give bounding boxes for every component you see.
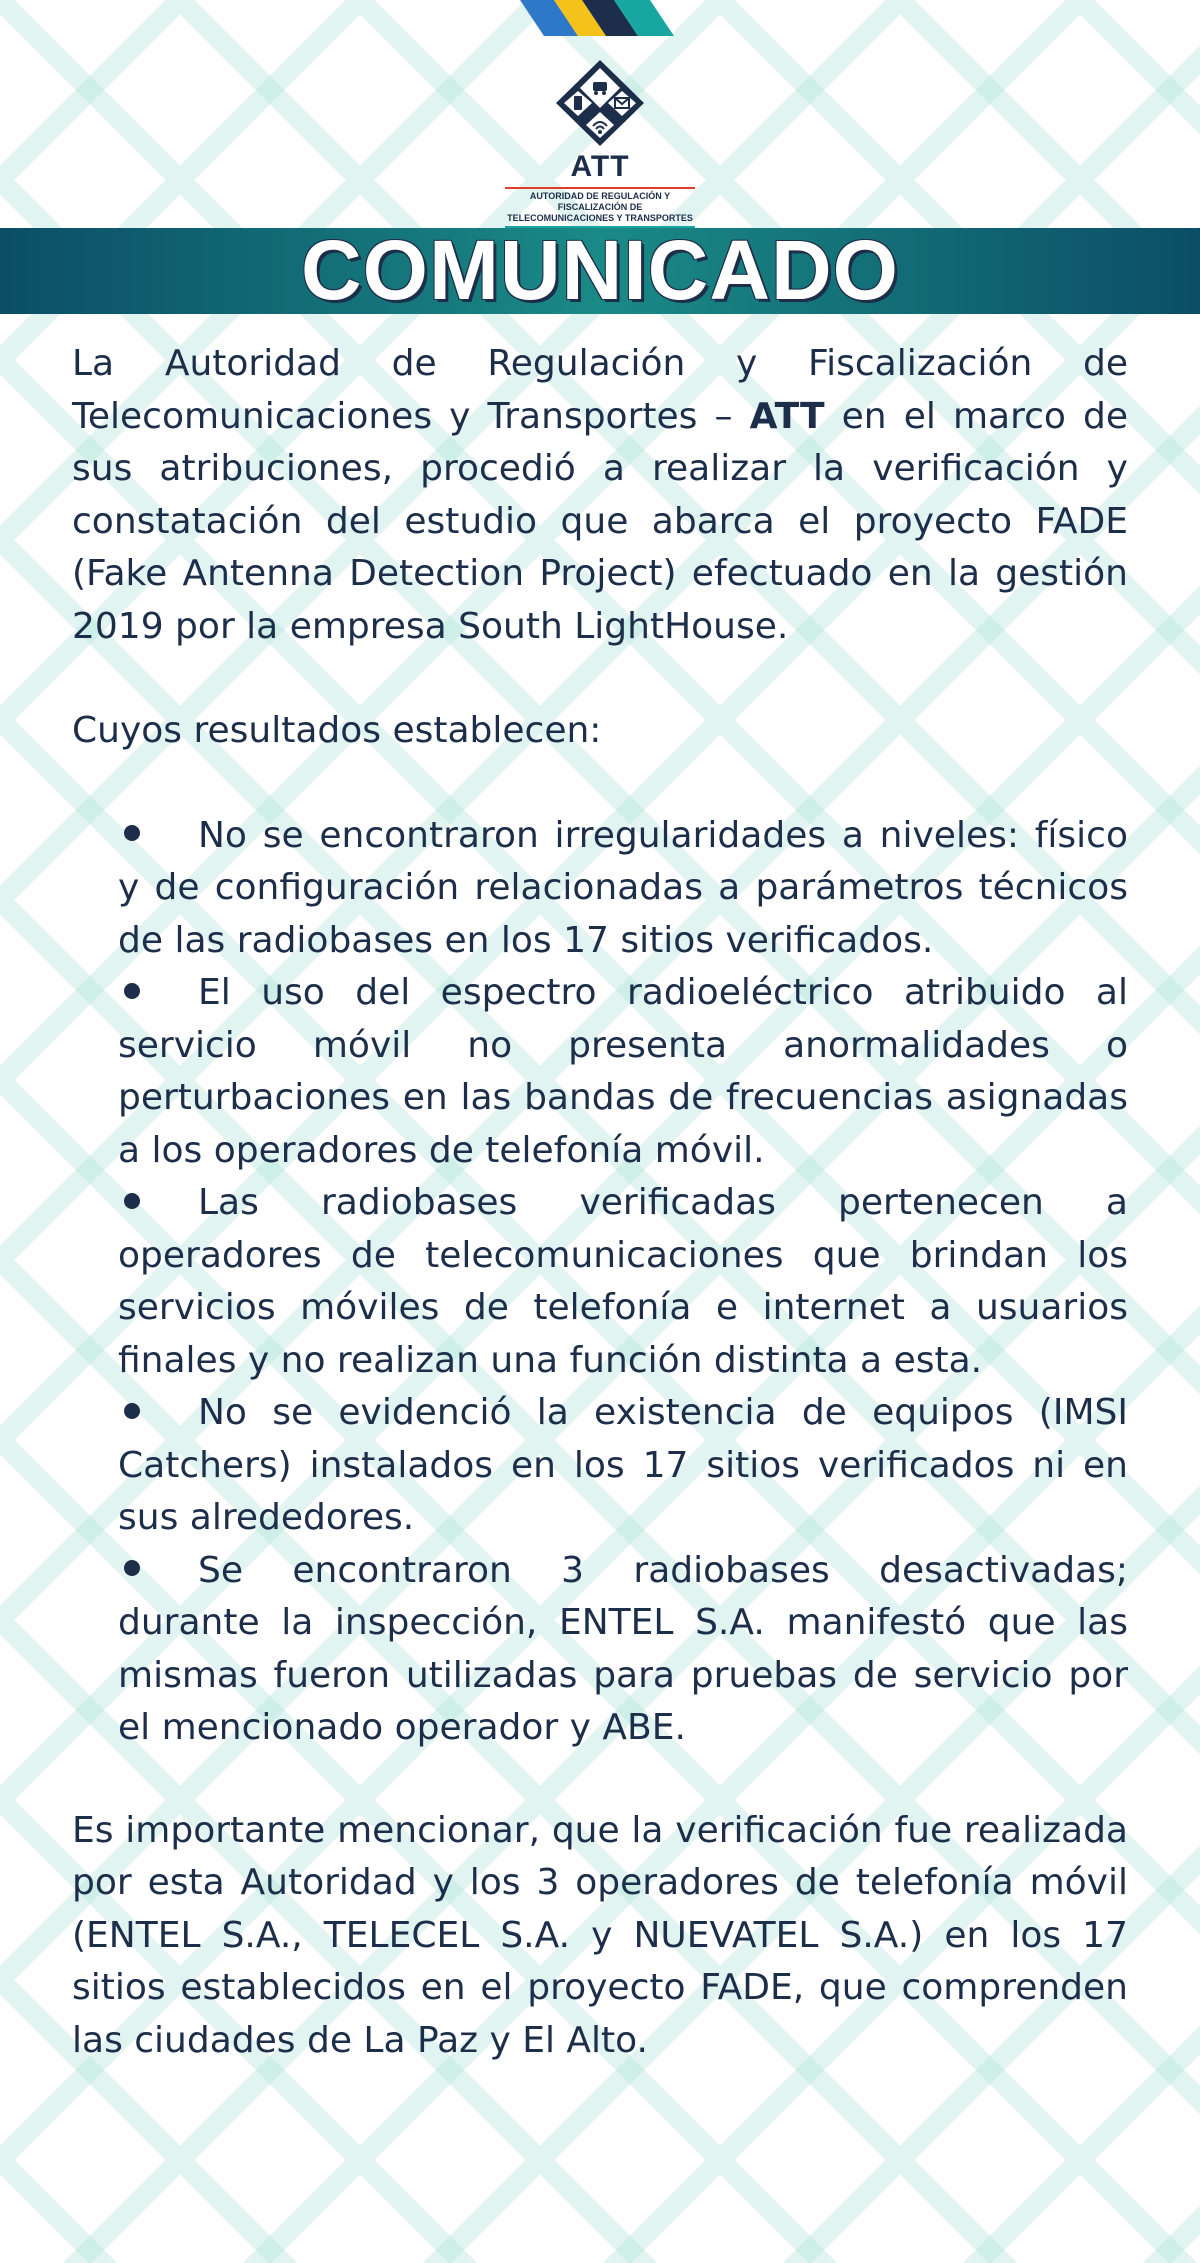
intro-att-bold: ATT — [749, 395, 825, 437]
closing-paragraph: Es importante mencionar, que la verificación fue realizada por esta Autoridad y los 3 operadores de telefonía móvil (ENTEL S.A., TELECEL S.A. y NUEVATEL S.A.) en los 17 sitios establecidos en el proyecto FADE, que comprenden las ciudades de La Paz y El Alto. — [72, 1809, 1128, 2061]
intro-paragraph — [72, 338, 1128, 653]
logo-name: ATT — [570, 150, 630, 183]
announcement-body — [72, 338, 1128, 2067]
bullet-icon — [124, 1193, 140, 1209]
list-item-text: No se evidenció la existencia de equipos (IMSI Catchers) instalados en los 17 sitios verificados ni en sus alrededores. — [118, 1392, 1128, 1538]
bullet-icon — [124, 983, 140, 999]
intro-text-start: La Autoridad de Regulación y Fiscalización de Telecomunicaciones y Transportes – — [72, 343, 1128, 437]
intro-text-end: en el marco de sus atribuciones, procedió a realizar la verificación y constatación del estudio que abarca el proyecto FADE (Fake Antenna Detection Project) efectuado en la gestión 2019 por la empresa South LightHouse. — [72, 395, 1128, 647]
list-item — [118, 967, 1128, 1177]
att-emblem-icon — [552, 58, 648, 148]
logo-full-name: AUTORIDAD DE REGULACIÓN Y FISCALIZACIÓN DE TELECOMUNICACIONES Y TRANSPORTES — [505, 187, 695, 228]
list-item — [118, 1177, 1128, 1387]
list-item-text: Se encontraron 3 radiobases desactivadas; durante la inspección, ENTEL S.A. manifestó que las mismas fueron utilizadas para pruebas de servicio por el mencionado operador y ABE. — [118, 1549, 1128, 1748]
results-list — [72, 810, 1128, 1755]
top-color-stripes — [520, 0, 680, 36]
bullet-icon — [124, 1403, 140, 1419]
list-item — [118, 1545, 1128, 1755]
att-logo — [0, 58, 1200, 228]
list-item-text: Las radiobases verificadas pertenecen a operadores de telecomunicaciones que brindan los servicios móviles de telefonía e internet a usuarios finales y no realizan una función distinta a esta. — [118, 1182, 1128, 1381]
list-item-text: No se encontraron irregularidades a niveles: físico y de configuración relacionadas a parámetros técnicos de las radiobases en los 17 sitios verificados. — [118, 814, 1128, 961]
list-item-text: El uso del espectro radioeléctrico atribuido al servicio móvil no presenta anormalidades o perturbaciones en las bandas de frecuencias asignadas a los operadores de telefonía móvil. — [118, 972, 1128, 1171]
page-title: COMUNICADO — [301, 223, 899, 317]
list-item — [118, 1387, 1128, 1545]
results-intro: Cuyos resultados establecen: — [72, 710, 602, 751]
list-item — [118, 810, 1128, 968]
bullet-icon — [124, 1560, 140, 1576]
bullet-icon — [124, 825, 140, 841]
